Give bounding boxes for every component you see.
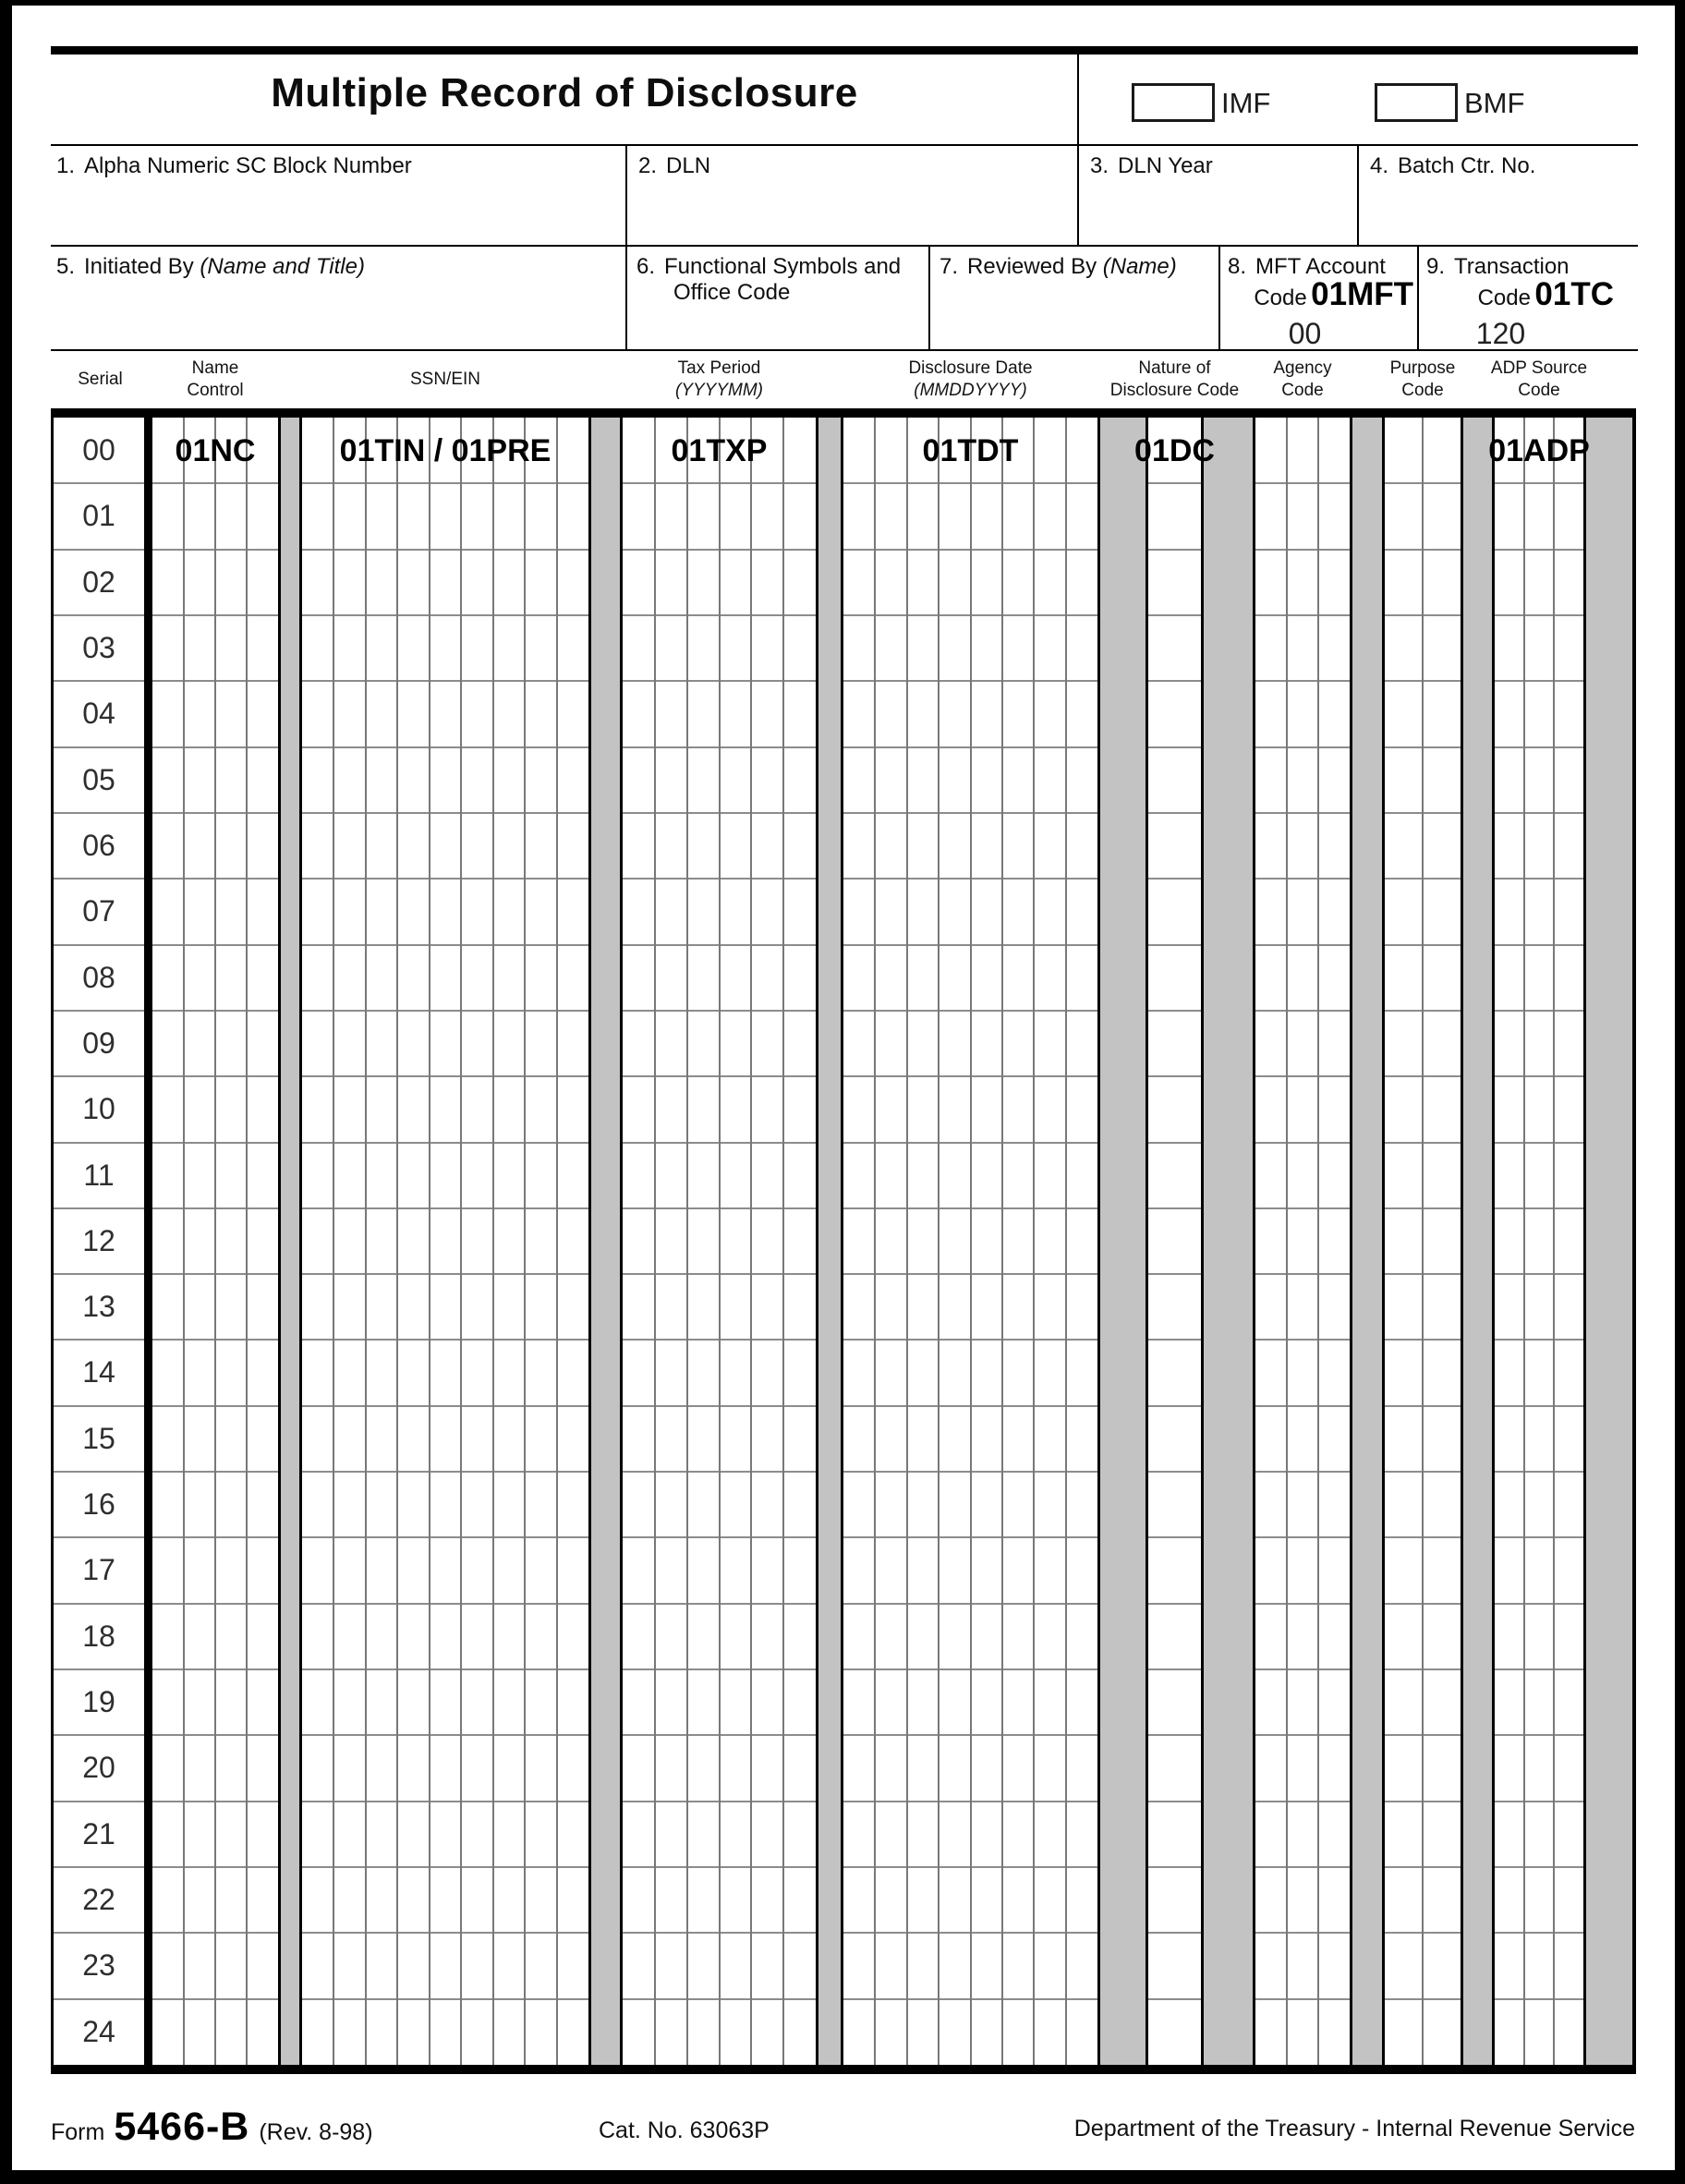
separator-column <box>1463 418 1492 2065</box>
row-line <box>1495 812 1583 814</box>
field-9-label: Transaction <box>1454 254 1570 279</box>
row-line <box>1255 1075 1350 1077</box>
footer-revision: (Rev. 8-98) <box>259 2119 373 2145</box>
cell-line <box>524 418 526 2065</box>
field-transaction-code[interactable] <box>1419 247 1638 349</box>
field-batch-ctr-no[interactable] <box>1359 146 1638 245</box>
title-divider-line <box>1077 55 1079 144</box>
row-line <box>1495 614 1583 616</box>
field-3-number: 3. <box>1090 153 1109 178</box>
serial-number: 02 <box>82 564 115 599</box>
row-line <box>1148 812 1201 814</box>
row-line <box>302 1010 588 1012</box>
cell-line <box>1422 418 1424 2065</box>
row-line <box>1148 1273 1201 1275</box>
cell-line <box>183 418 185 2065</box>
row-line <box>302 614 588 616</box>
row-line <box>1255 680 1350 682</box>
serial-header: Serial <box>78 370 123 389</box>
row-line <box>1255 1405 1350 1407</box>
cell-line <box>719 418 721 2065</box>
serial-column <box>51 418 150 2065</box>
field-5-label: Initiated By <box>84 254 194 279</box>
serial-number: 07 <box>82 894 115 928</box>
row-line <box>1148 746 1201 748</box>
bmf-checkbox[interactable] <box>1375 83 1458 122</box>
serial-number: 17 <box>82 1553 115 1587</box>
footer-agency: Department of the Treasury - Internal Revenue Service <box>1073 2116 1635 2142</box>
cell-line <box>556 418 558 2065</box>
field-9-number: 9. <box>1426 254 1446 279</box>
name-control-column[interactable] <box>150 418 281 2065</box>
row-line <box>1255 1207 1350 1209</box>
row-line <box>1255 1866 1350 1868</box>
serial-number: 20 <box>82 1751 115 1785</box>
header-top-bar <box>51 46 1638 55</box>
row-line <box>1495 549 1583 551</box>
cell-line <box>750 418 752 2065</box>
cell-line <box>1286 418 1288 2065</box>
serial-number: 24 <box>82 2014 115 2048</box>
separator-column <box>591 418 620 2065</box>
cell-line <box>1553 418 1555 2065</box>
field-5-number: 5. <box>56 254 76 279</box>
separator-column <box>281 418 299 2065</box>
field-1-label: Alpha Numeric SC Block Number <box>84 153 412 178</box>
cell-line <box>396 418 398 2065</box>
imf-checkbox-label: IMF <box>1221 87 1271 119</box>
cell-line <box>686 418 688 2065</box>
serial-number: 21 <box>82 1816 115 1850</box>
row-line <box>1495 944 1583 946</box>
cell-line <box>970 418 972 2065</box>
field-alpha-numeric-sc-block-number[interactable] <box>51 146 625 245</box>
separator-column <box>818 418 841 2065</box>
row-line <box>1255 1668 1350 1670</box>
cell-line <box>782 418 784 2065</box>
row-line <box>1255 1998 1350 2000</box>
field-dln[interactable] <box>627 146 1077 245</box>
adp-source-code-header: ADP Source Code <box>1490 358 1588 400</box>
field-3-label: DLN Year <box>1118 153 1213 178</box>
row-line <box>1255 746 1350 748</box>
ssn-ein-header: SSN/EIN <box>409 370 481 389</box>
cell-line <box>874 418 876 2065</box>
disclosure-date-column[interactable] <box>841 418 1100 2065</box>
page-border-bottom <box>0 2170 1685 2184</box>
row-line <box>1255 1010 1350 1012</box>
separator-column <box>1352 418 1382 2065</box>
row-line <box>1148 1405 1201 1407</box>
separator-column <box>1204 418 1253 2065</box>
serial-number: 09 <box>82 1025 115 1060</box>
ssn-ein-column[interactable] <box>299 418 591 2065</box>
row-line <box>302 549 588 551</box>
row-line <box>302 1734 588 1736</box>
field-7-label-italic: (Name) <box>1102 254 1177 279</box>
row-line <box>302 812 588 814</box>
row-line <box>1495 1273 1583 1275</box>
row-line <box>1255 1932 1350 1934</box>
field-functional-symbols[interactable] <box>627 247 928 349</box>
row-line <box>1495 878 1583 880</box>
row00-nature-of-disclosure-code-value: 01DC <box>1134 433 1215 468</box>
name-control-header: Name Control <box>187 358 244 400</box>
row-line <box>1495 1471 1583 1473</box>
row-line <box>302 1207 588 1209</box>
field-8-value-below: 00 <box>1288 317 1322 350</box>
row-line <box>1148 1142 1201 1144</box>
nature-of-disclosure-code-column[interactable] <box>1146 418 1204 2065</box>
row00-tax-period-value: 01TXP <box>671 433 768 468</box>
page-border-top <box>0 0 1685 6</box>
field-9-value-below: 120 <box>1475 317 1526 350</box>
row-line <box>1495 1734 1583 1736</box>
row-line <box>1255 1536 1350 1538</box>
row-line <box>1255 944 1350 946</box>
field-4-number: 4. <box>1370 153 1389 178</box>
row-line <box>1495 1010 1583 1012</box>
serial-number: 00 <box>82 433 115 467</box>
cell-line <box>654 418 656 2065</box>
field-6-label: Functional Symbols and <box>664 254 902 279</box>
row-line <box>1148 549 1201 551</box>
field-reviewed-by[interactable] <box>930 247 1218 349</box>
cell-line <box>1523 418 1525 2065</box>
footer-form-word: Form <box>51 2119 105 2145</box>
footer-form-number: 5466-B <box>114 2105 250 2149</box>
field-8-label: MFT Account <box>1255 254 1386 279</box>
field-1-number: 1. <box>56 153 76 178</box>
row-line <box>1255 549 1350 551</box>
row-line <box>302 1405 588 1407</box>
row-line <box>1148 1998 1201 2000</box>
row00-disclosure-date-value: 01TDT <box>922 433 1019 468</box>
row-line <box>302 944 588 946</box>
page-border-right <box>1675 0 1685 2184</box>
row-line <box>1255 812 1350 814</box>
cell-line <box>1317 418 1319 2065</box>
serial-number: 12 <box>82 1223 115 1257</box>
serial-number: 05 <box>82 762 115 796</box>
field-8-code-word: Code <box>1254 285 1307 310</box>
cell-line <box>365 418 367 2065</box>
cell-line <box>333 418 334 2065</box>
row-line <box>1495 1998 1583 2000</box>
field-9-code-value: 01TC <box>1534 276 1614 312</box>
row-line <box>302 746 588 748</box>
row-line <box>302 1142 588 1144</box>
page-border-left <box>0 0 12 2184</box>
field-9-code-word: Code <box>1477 285 1531 310</box>
cell-line <box>429 418 430 2065</box>
purpose-code-header: Purpose Code <box>1389 358 1456 400</box>
row-line <box>1148 1339 1201 1341</box>
field-4-label: Batch Ctr. No. <box>1398 153 1536 178</box>
field-5-label-italic: (Name and Title) <box>200 254 365 279</box>
cell-line <box>460 418 462 2065</box>
serial-number: 19 <box>82 1685 115 1719</box>
tax-period-header: Tax Period (YYYYMM) <box>675 358 763 400</box>
serial-number: 18 <box>82 1619 115 1653</box>
row-line <box>1495 1207 1583 1209</box>
cell-line <box>1033 418 1035 2065</box>
row-line <box>302 1932 588 1934</box>
row-line <box>302 1668 588 1670</box>
cell-line <box>492 418 494 2065</box>
row-line <box>302 1603 588 1605</box>
row-line <box>1148 1603 1201 1605</box>
row-line <box>1495 1405 1583 1407</box>
row-line <box>1495 1536 1583 1538</box>
bmf-checkbox-label: BMF <box>1464 87 1525 119</box>
tax-period-column[interactable] <box>620 418 818 2065</box>
separator-column <box>1586 418 1636 2065</box>
row-line <box>1255 1273 1350 1275</box>
field-7-number: 7. <box>939 254 959 279</box>
row00-name-control-value: 01NC <box>175 433 256 468</box>
row-line <box>1495 1142 1583 1144</box>
serial-number: 04 <box>82 697 115 731</box>
row00-ssn-ein-value: 01TIN / 01PRE <box>339 433 552 468</box>
row-line <box>1148 1010 1201 1012</box>
row-line <box>1495 680 1583 682</box>
serial-number: 10 <box>82 1092 115 1126</box>
serial-number: 08 <box>82 960 115 994</box>
row-line <box>1495 1932 1583 1934</box>
row-line <box>302 1471 588 1473</box>
row00-adp-source-code-value: 01ADP <box>1488 433 1590 468</box>
cell-line <box>246 418 248 2065</box>
field-dln-year[interactable] <box>1079 146 1357 245</box>
row-line <box>302 1998 588 2000</box>
row-line <box>1255 1734 1350 1736</box>
serial-number: 16 <box>82 1487 115 1522</box>
separator-column <box>1100 418 1146 2065</box>
field-2-label: DLN <box>666 153 711 178</box>
serial-number: 23 <box>82 1948 115 1983</box>
field-8-number: 8. <box>1228 254 1247 279</box>
field-6-number: 6. <box>636 254 656 279</box>
serial-number: 13 <box>82 1290 115 1324</box>
field-initiated-by[interactable] <box>51 247 625 349</box>
cell-line <box>214 418 216 2065</box>
row-line <box>1255 878 1350 880</box>
serial-number: 22 <box>82 1883 115 1917</box>
cell-line <box>938 418 939 2065</box>
serial-number: 01 <box>82 499 115 533</box>
row-line <box>1148 1932 1201 1934</box>
table-top-bar <box>51 408 1636 418</box>
serial-number: 15 <box>82 1421 115 1455</box>
row-line <box>302 1536 588 1538</box>
table-bottom-bar <box>51 2065 1636 2074</box>
imf-checkbox[interactable] <box>1132 83 1215 122</box>
row-line <box>302 1339 588 1341</box>
footer-form-id <box>51 2105 373 2150</box>
purpose-code-column[interactable] <box>1382 418 1463 2065</box>
row-line <box>1495 1603 1583 1605</box>
row-line <box>302 1801 588 1802</box>
row-line <box>1495 1801 1583 1802</box>
row-line <box>1495 1866 1583 1868</box>
row-line <box>1255 1142 1350 1144</box>
row-line <box>1255 1801 1350 1802</box>
cell-line <box>1001 418 1003 2065</box>
row-line <box>1148 1536 1201 1538</box>
row-line <box>1495 746 1583 748</box>
field-mft-account-code[interactable] <box>1220 247 1417 349</box>
serial-number: 11 <box>83 1158 115 1192</box>
row-line <box>1495 1339 1583 1341</box>
row-line <box>302 1866 588 1868</box>
nature-of-disclosure-code-header: Nature of Disclosure Code <box>1109 358 1240 400</box>
row-line <box>302 680 588 682</box>
row-line <box>1148 878 1201 880</box>
row-line <box>1148 1801 1201 1802</box>
form-title: Multiple Record of Disclosure <box>271 70 858 115</box>
row-line <box>1148 614 1201 616</box>
row-line <box>1255 482 1350 484</box>
row-line <box>1148 1471 1201 1473</box>
disclosure-date-header: Disclosure Date (MMDDYYYY) <box>908 358 1033 400</box>
footer-catalog-number: Cat. No. 63063P <box>599 2117 770 2143</box>
row-line <box>1255 1471 1350 1473</box>
field-8-code-value: 01MFT <box>1311 276 1413 312</box>
serial-number: 14 <box>82 1355 115 1389</box>
row-line <box>1255 1603 1350 1605</box>
cell-line <box>906 418 908 2065</box>
row-line <box>1255 614 1350 616</box>
row-line <box>302 1075 588 1077</box>
row-line <box>1255 1339 1350 1341</box>
agency-code-header: Agency Code <box>1273 358 1332 400</box>
row-line <box>1148 1075 1201 1077</box>
serial-number: 06 <box>82 828 115 862</box>
row-line <box>1148 1207 1201 1209</box>
row-line <box>1148 1668 1201 1670</box>
field-2-number: 2. <box>638 153 658 178</box>
adp-source-code-column[interactable] <box>1492 418 1586 2065</box>
row-line <box>1148 1866 1201 1868</box>
agency-code-column[interactable] <box>1253 418 1352 2065</box>
row-line <box>1148 680 1201 682</box>
row-line <box>302 1273 588 1275</box>
cell-line <box>1065 418 1067 2065</box>
rule-under-field-row-2 <box>51 349 1638 351</box>
serial-number: 03 <box>82 630 115 664</box>
row-line <box>1495 1668 1583 1670</box>
row-line <box>302 878 588 880</box>
row-line <box>1148 1734 1201 1736</box>
field-7-label: Reviewed By <box>967 254 1097 279</box>
row-line <box>1148 944 1201 946</box>
field-6-label-line2: Office Code <box>673 280 791 305</box>
row-line <box>1495 1075 1583 1077</box>
